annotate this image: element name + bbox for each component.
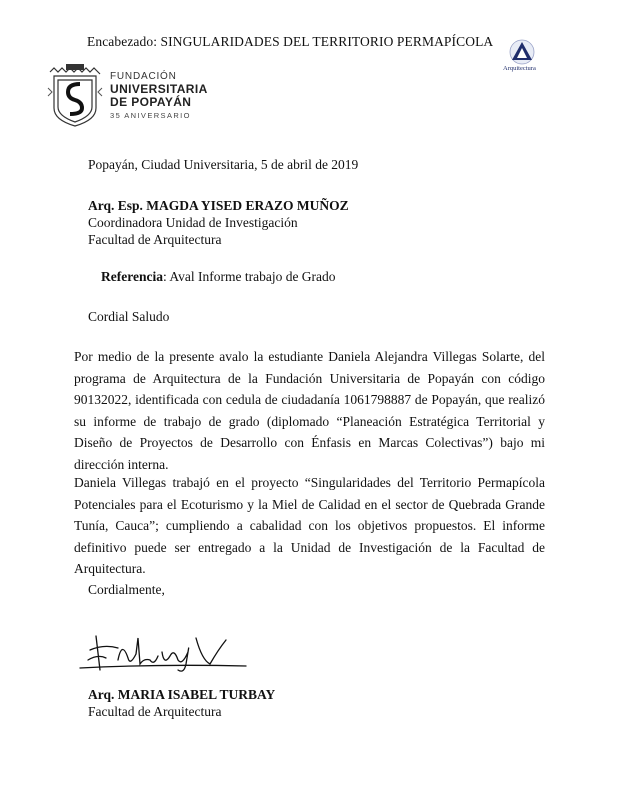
page-header: Encabezado: SINGULARIDADES DEL TERRITORIO PERMAPÍCOLA — [87, 34, 494, 49]
recipient-department: Facultad de Arquitectura — [88, 232, 222, 247]
signer-name: Arq. MARIA ISABEL TURBAY — [88, 687, 276, 702]
reference-label: Referencia — [101, 269, 163, 284]
institution-anniversary: 35 ANIVERSARIO — [110, 111, 191, 120]
institution-name-line2: UNIVERSITARIA — [110, 82, 208, 96]
closing: Cordialmente, — [88, 582, 165, 597]
institution-name-line1: FUNDACIÓN — [110, 71, 177, 82]
faculty-logo-label: Arquitectura — [503, 65, 536, 72]
place-date: Popayán, Ciudad Universitaria, 5 de abril de 2019 — [88, 157, 359, 172]
handwritten-signature — [78, 630, 248, 680]
body-paragraph-2: Daniela Villegas trabajó en el proyecto “Singularidades del Territorio Permapícola Potenciales para el Ecoturismo y la Miel de Calidad en el sector de Quebrada Grande Tunía, Cauca”; cumpliendo a cabalidad con los objetivos propuestos. El informe definitivo puede ser entregado a la Unidad de Investigación de la Facultad de Arquitectura. — [74, 475, 545, 576]
body-paragraph-1: Por medio de la presente avalo la estudiante Daniela Alejandra Villegas Solarte, del programa de Arquitectura de la Fundación Universitaria de Popayán con código 90132022, identificada con cedula de ciudadanía 1061798887 de Popayán, que realizó su informe de trabajo de grado (diplomado “Planeación Estratégica Territorial y Diseño de Proyectos de Desarrollo con Énfasis en Marcas Colectivas”) bajo mi dirección interna. — [74, 349, 545, 472]
greeting: Cordial Saludo — [88, 309, 170, 324]
recipient-title: Coordinadora Unidad de Investigación — [88, 215, 298, 230]
institution-name-line3: DE POPAYÁN — [110, 95, 192, 109]
signer-department: Facultad de Arquitectura — [88, 704, 222, 719]
reference-line — [101, 268, 336, 285]
architecture-faculty-logo-icon — [500, 38, 546, 78]
reference-text: : Aval Informe trabajo de Grado — [162, 269, 336, 284]
recipient-name: Arq. Esp. MAGDA YISED ERAZO MUÑOZ — [88, 198, 349, 213]
